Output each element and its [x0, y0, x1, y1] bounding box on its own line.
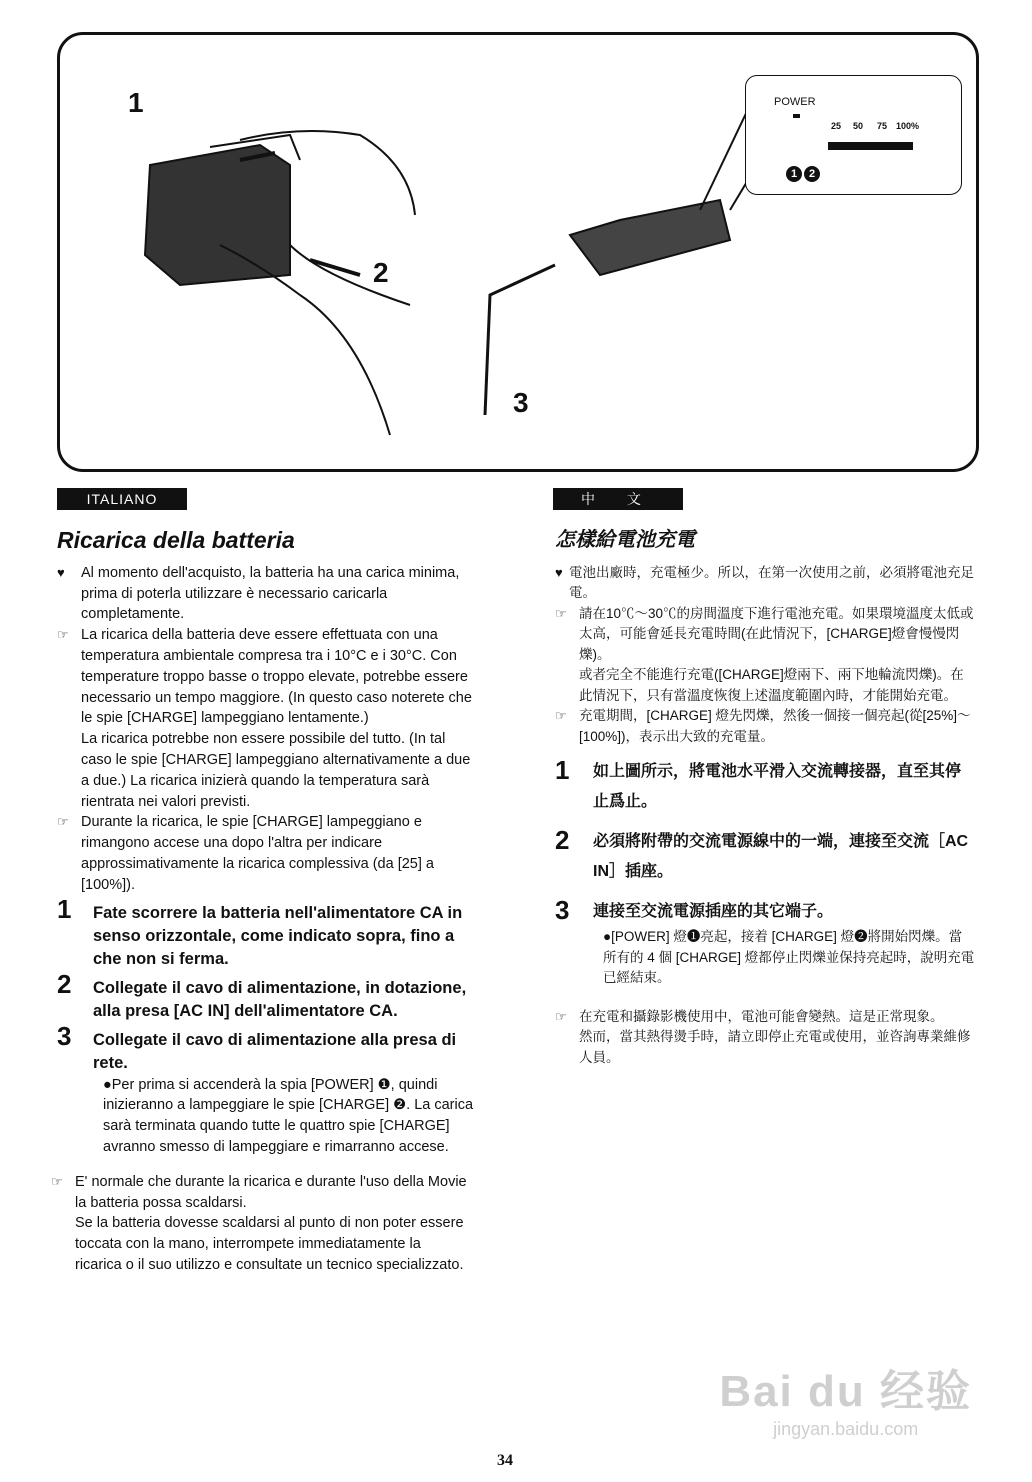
level-25: 25 [831, 121, 842, 131]
note [555, 1007, 975, 1069]
step-text: 必須將附帶的交流電源線中的一端，連接至交流［AC IN］插座。 [593, 833, 969, 880]
figure-label-1: 1 [128, 87, 144, 118]
marker-1-icon: 1 [786, 166, 802, 182]
step-1 [555, 757, 975, 817]
step-text: 如上圖所示，將電池水平滑入交流轉接器，直至其停止爲止。 [593, 763, 962, 810]
step-2 [57, 968, 475, 1023]
step-text: Fate scorrere la batteria nell'alimentatore CA in senso orizzontale, come indicato sopra, fino a che non si ferma. [93, 903, 463, 968]
step-3 [57, 1020, 475, 1158]
charger-indicator-panel [745, 75, 962, 195]
note [51, 1172, 469, 1276]
section-title: Ricarica della batteria [57, 527, 295, 553]
note [555, 563, 975, 604]
chinese-column [555, 530, 975, 1068]
pointing-hand-icon: ☞ [555, 605, 567, 621]
note-text: 充電期間，[CHARGE] 燈先閃爍，然後一個接一個亮起(從[25%]～[100%])，表示出大致的充電量。 [579, 708, 971, 744]
marker-2-icon: 2 [804, 166, 820, 182]
pointing-hand-icon: ☞ [57, 814, 69, 830]
step-number: 2 [57, 968, 72, 999]
pointing-hand-icon: ☞ [57, 627, 69, 643]
note-text: 電池出廠時，充電極少。所以，在第一次使用之前，必須將電池充足電。 [569, 564, 974, 600]
section-title: 怎樣給電池充電 [555, 529, 695, 551]
note-text: Durante la ricarica, le spie [CHARGE] lampeggiano e rimangono accese una dopo l'altra per indicare approssimativamente la ricarica complessiva (da [25] a [100%]). [81, 814, 434, 893]
step-2 [555, 827, 975, 887]
note-text: 請在10℃～30℃的房間溫度下進行電池充電。如果環境溫度太低或太高，可能會延長充電時間(在此情況下，[CHARGE]燈會慢慢閃爍)。 [579, 605, 974, 662]
step-1 [57, 893, 475, 971]
note [57, 563, 475, 625]
heart-icon: ♥ [555, 564, 563, 580]
level-50: 50 [853, 121, 864, 131]
note [57, 812, 475, 895]
step-number: 3 [555, 895, 570, 925]
note-text: 然而，當其熱得燙手時，請立即停止充電或使用，並咨詢專業維修人員。 [579, 1029, 971, 1065]
watermark-url: jingyan.baidu.com [773, 1419, 919, 1439]
pointing-hand-icon: ☞ [51, 1173, 63, 1189]
pointing-hand-icon: ☞ [555, 1008, 567, 1024]
note-text: La ricarica della batteria deve essere effettuata con una temperatura ambientale compresa tra i 10°C e i 30°C. Con temperature troppo basse o troppo elevate, potrebbe essere necessario un tempo maggiore. (In questo caso noterete che le spie [CHARGE] lampeggiano lentamente.) [81, 627, 472, 727]
step-3 [555, 897, 975, 989]
figure-label-2: 2 [373, 257, 389, 288]
step-detail: ●Per prima si accenderà la spia [POWER] ❶, quindi inizieranno a lampeggiare le spie [CHARGE] ❷. La carica sarà terminata quando tutte le quattro spie [CHARGE] avranno smesso di lampeggiare e rimarranno accese. [103, 1076, 474, 1155]
step-number: 1 [57, 893, 72, 924]
power-label: POWER [774, 96, 816, 108]
step-text: Collegate il cavo di alimentazione alla presa di rete. [93, 1030, 457, 1072]
language-tag-italian: ITALIANO [57, 488, 187, 510]
power-lamp [793, 114, 800, 118]
pointing-hand-icon: ☞ [555, 708, 567, 723]
note-text: Al momento dell'acquisto, la batteria ha una carica minima, prima di poterla utilizzare è necessario caricarla completamente. [81, 564, 460, 623]
note-text: 或者完全不能進行充電([CHARGE]燈兩下、兩下地輪流閃爍)。在此情況下，只有當溫度恢復上述溫度範圍內時，才能開始充電。 [579, 667, 964, 703]
watermark [719, 1355, 972, 1440]
page-number: 34 [497, 1452, 513, 1469]
heart-icon: ♥ [57, 564, 65, 580]
step-text: Collegate il cavo di alimentazione, in dotazione, alla presa [AC IN] dell'alimentatore CA. [93, 978, 467, 1020]
note [555, 604, 975, 707]
step-number: 3 [57, 1020, 72, 1051]
language-tag-chinese: 中 文 [553, 488, 683, 510]
note-text: La ricarica potrebbe non essere possibile del tutto. (In tal caso le spie [CHARGE] lampeggiano alternativamente a due a due.) La ricarica inizierà quando la temperatura sarà rientrata nei valori previsti. [81, 731, 471, 810]
note [555, 706, 975, 747]
step-detail: ●[POWER] 燈❶亮起，接着 [CHARGE] 燈❷將開始閃爍。當所有的 4 個 [CHARGE] 燈都停止閃爍並保持亮起時，說明充電已經結束。 [603, 929, 975, 985]
note [57, 625, 475, 812]
figure-label-3: 3 [513, 387, 529, 418]
note-text: E' normale che durante la ricarica e durante l'uso della Movie la batteria possa scaldarsi. [75, 1173, 467, 1211]
charge-lamps [828, 142, 913, 150]
watermark-logo: Bai du 经验 [719, 1367, 972, 1416]
step-text: 連接至交流電源插座的其它端子。 [593, 903, 834, 920]
step-number: 2 [555, 825, 570, 855]
level-100: 100% [896, 121, 920, 131]
step-number: 1 [555, 755, 570, 785]
level-75: 75 [877, 121, 888, 131]
note-text: Se la batteria dovesse scaldarsi al punto di non poter essere toccata con la mano, interrompete immediatamente la ricarica o il suo utilizzo e consultate un tecnico specializzato. [75, 1215, 464, 1273]
italian-column [51, 527, 475, 1276]
note-text: 在充電和攝錄影機使用中，電池可能會變熱。這是正常現象。 [579, 1008, 944, 1024]
